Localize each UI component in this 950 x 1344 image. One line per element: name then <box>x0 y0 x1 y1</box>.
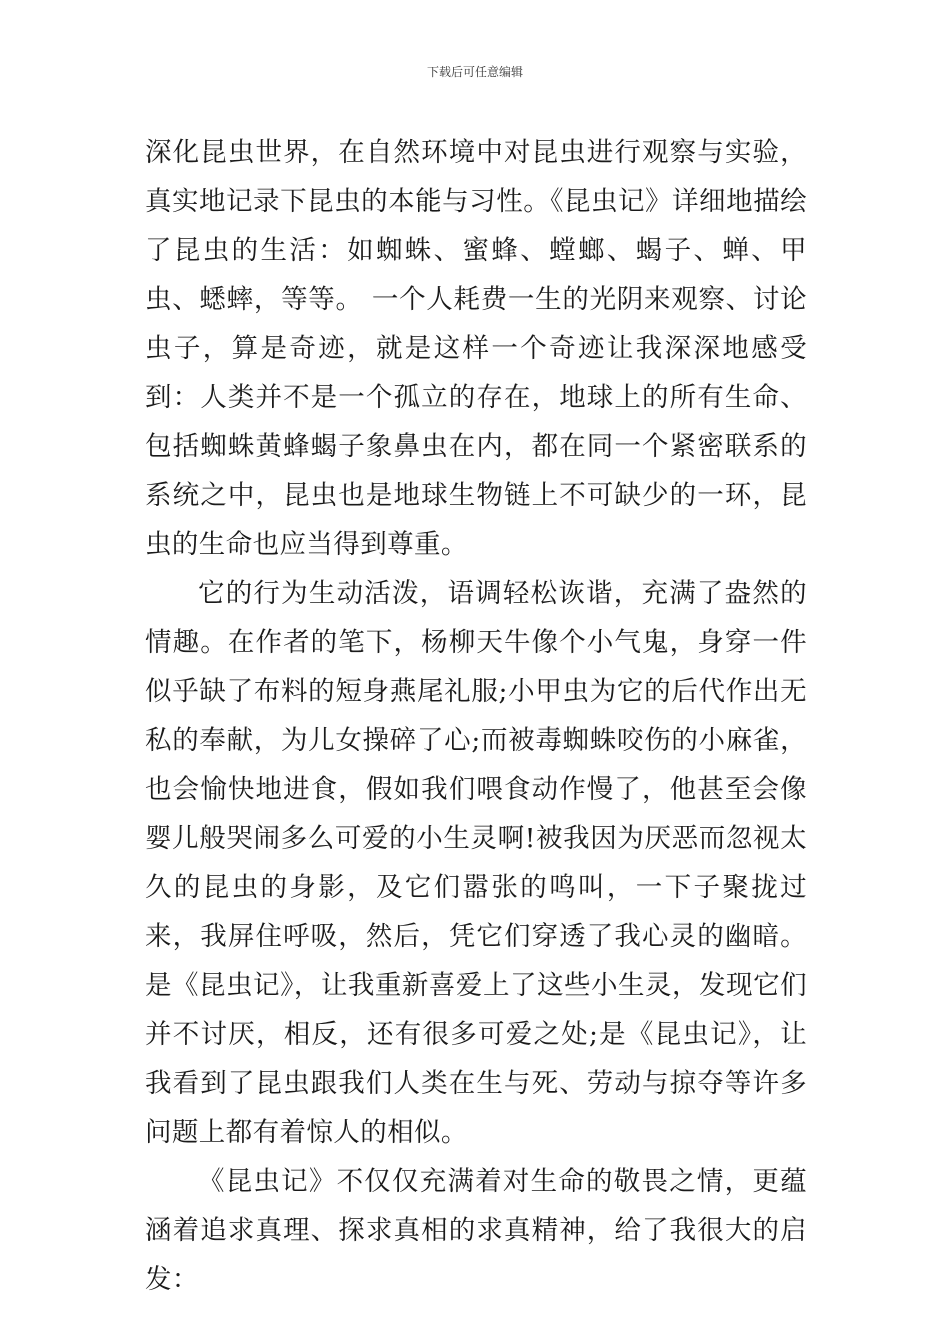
page-header: 下载后可任意编辑 <box>426 65 523 79</box>
paragraph-2: 它的行为生动活泼，语调轻松诙谐，充满了盎然的情趣。在作者的笔下，杨柳天牛像个小气鬼，身穿一件似乎缺了布料的短身燕尾礼服;小甲虫为它的后代作出无私的奉献，为儿女操碎了心;而被毒蜘蛛咬伤的小麻雀，也会愉快地进食，假如我们喂食动作慢了，他甚至会像婴儿般哭闹多么可爱的小生灵啊!被我因为厌恶而忽视太久的昆虫的身影，及它们嚣张的鸣叫，一下子聚拢过来，我屏住呼吸，然后，凭它们穿透了我心灵的幽暗。是《昆虫记》，让我重新喜爱上了这些小生灵，发现它们并不讨厌，相反，还有很多可爱之处;是《昆虫记》，让我看到了昆虫跟我们人类在生与死、劳动与掠夺等许多问题上都有着惊人的相似。 <box>145 578 807 1148</box>
body-text <box>145 128 807 1304</box>
paragraph-3: 《昆虫记》不仅仅充满着对生命的敬畏之情，更蕴涵着追求真理、探求真相的求真精神，给了我很大的启发： <box>145 1166 807 1295</box>
paragraph-1: 深化昆虫世界，在自然环境中对昆虫进行观察与实验，真实地记录下昆虫的本能与习性。《昆虫记》详细地描绘了昆虫的生活：如蜘蛛、蜜蜂、螳螂、蝎子、蝉、甲虫、蟋蟀，等等。 一个人耗费一生的光阴来观察、讨论虫子，算是奇迹，就是这样一个奇迹让我深深地感受到：人类并不是一个孤立的存在，地球上的所有生命、包括蜘蛛黄蜂蝎子象鼻虫在内，都在同一个紧密联系的系统之中，昆虫也是地球生物链上不可缺少的一环，昆虫的生命也应当得到尊重。 <box>145 137 807 560</box>
